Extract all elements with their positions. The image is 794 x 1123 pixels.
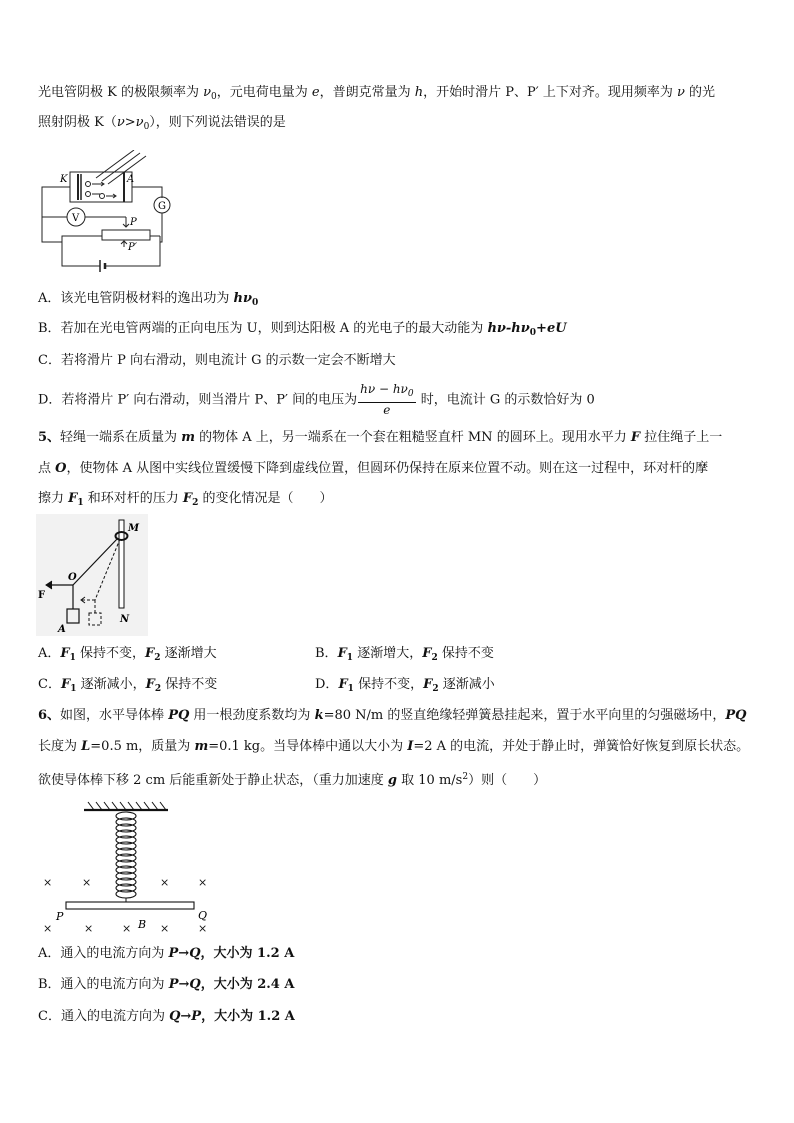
label-M: M — [128, 523, 140, 534]
q5-option-b: B．$F_1$ 逐渐增大，$F_2$ 保持不变 — [315, 646, 494, 663]
label-Q: Q — [198, 909, 208, 922]
label-A: A — [58, 624, 66, 635]
q6-option-a: A．通入的电流方向为 P→Q，大小为 1.2 A — [38, 946, 295, 961]
q6-option-c: C．通入的电流方向为 Q→P，大小为 1.2 A — [38, 1009, 295, 1024]
q5-option-c: C．$F_1$ 逐渐减小，$F_2$ 保持不变 — [38, 677, 218, 694]
q5-ring-rod-figure — [36, 514, 148, 636]
q5-stem-line-1: 5、轻绳一端系在质量为 m 的物体 A 上，另一端系在一个套在粗糙竖直杆 MN 的圆环上。现用水平力 F 拉住绳子上一 — [38, 430, 723, 445]
label-F: F — [38, 590, 46, 601]
label-G: G — [158, 201, 166, 212]
label-P-prime: P′ — [128, 242, 137, 253]
q4-photocell-circuit-figure — [36, 150, 176, 272]
label-N: N — [120, 614, 130, 625]
q5-option-d: D．$F_1$ 保持不变，$F_2$ 逐渐减小 — [315, 677, 495, 694]
q5-stem-line-2: 点 O，使物体 A 从图中实线位置缓慢下降到虚线位置，但圆环仍保持在原来位置不动。则在这一过程中，环对杆的摩 — [38, 461, 709, 476]
q4-option-c: C．若将滑片 P 向右滑动，则电流计 G 的示数一定会不断增大 — [38, 353, 396, 368]
q4-option-d: D．若将滑片 P′ 向右滑动，则当滑片 P、P′ 间的电压为 $\frac{h\nu - h\nu_0}{e}$ 时，电流计 G 的示数恰好为 0 — [38, 382, 595, 417]
label-A: A — [127, 174, 135, 185]
cross-mark: × — [198, 876, 208, 889]
label-K: K — [60, 174, 68, 185]
q6-option-b: B．通入的电流方向为 P→Q，大小为 2.4 A — [38, 977, 295, 992]
cross-mark: × — [82, 876, 92, 889]
cross-mark: × — [122, 922, 132, 935]
cross-mark: × — [160, 922, 170, 935]
cross-mark: × — [198, 922, 208, 935]
q6-spring-rod-figure — [36, 800, 226, 936]
cross-mark: × — [43, 876, 53, 889]
q4-stem-line-2: 照射阴极 $K(\nu>\nu_0)$，则下列说法错误的是 — [38, 115, 286, 132]
q4-option-b: B．若加在光电管两端的正向电压为 U，则到达阳极 A 的光电子的最大动能为 $h\nu-h\nu_0+eU$ — [38, 321, 567, 338]
label-B: B — [138, 918, 147, 931]
q5-option-a: A．$F_1$ 保持不变，$F_2$ 逐渐增大 — [38, 646, 217, 663]
q6-stem-line-2: 长度为 L=0.5 m，质量为 m=0.1 kg。当导体棒中通以大小为 I=2 A 的电流，并处于静止时，弹簧恰好恢复到原长状态。 — [38, 739, 750, 754]
label-P: P — [56, 910, 64, 923]
cross-mark: × — [84, 922, 94, 935]
voltage-fraction: $\frac{h\nu - h\nu_0}{e}$ — [360, 382, 414, 417]
cross-mark: × — [160, 876, 170, 889]
q6-stem-line-1: 6、如图，水平导体棒 PQ 用一根劲度系数均为 k=80 N/m 的竖直绝缘轻弹簧悬挂起来，置于水平向里的匀强磁场中，PQ — [38, 708, 747, 723]
q6-stem-line-3: 欲使导体棒下移 2 cm 后能重新处于静止状态，（重力加速度 g 取 10 $m/s^2$）则（ ） — [38, 772, 547, 788]
q5-stem-line-3: 擦力 $F_1$ 和环对杆的压力 $F_2$ 的变化情况是（ ） — [38, 491, 333, 508]
q4-option-a: A．该光电管阴极材料的逸出功为 $h\nu_0$ — [38, 291, 259, 308]
q4-stem-line-1: 光电管阴极 K 的极限频率为 $\nu_0$，元电荷电量为 e，普朗克常量为 h，开始时滑片 P、P′ 上下对齐。现用频率为 ν 的光 — [38, 85, 715, 102]
label-O: O — [68, 572, 77, 583]
cross-mark: × — [43, 922, 53, 935]
label-P: P — [130, 217, 137, 228]
label-V: V — [72, 213, 80, 224]
